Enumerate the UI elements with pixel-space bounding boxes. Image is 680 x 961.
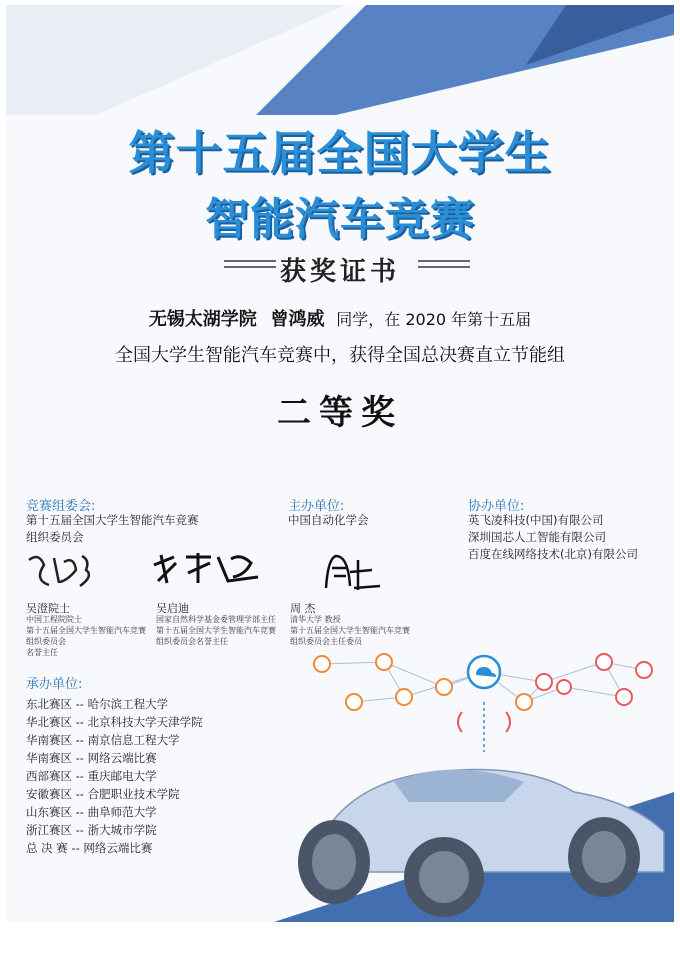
signer-1-name: 吴澄院士 xyxy=(26,602,70,615)
award-text-line1 xyxy=(6,305,674,331)
list-item: 山东赛区 -- 曲阜师范大学 xyxy=(26,805,157,819)
decor-double-line-right xyxy=(418,260,470,268)
organizers-heading: 承办单位: xyxy=(26,677,83,692)
list-item: 华南赛区 -- 南京信息工程大学 xyxy=(26,733,180,747)
signature-wu-cheng xyxy=(24,550,104,590)
list-item: 安徽赛区 -- 合肥职业技术学院 xyxy=(26,787,180,801)
signature-zhou-jie xyxy=(318,550,398,595)
award-text-part1: 同学，在 2020 年第十五届 xyxy=(336,310,532,329)
award-text-line2: 全国大学生智能汽车竞赛中，获得全国总决赛直立节能组 xyxy=(115,345,565,366)
top-decoration xyxy=(6,5,674,115)
list-item: 浙江赛区 -- 浙大城市学院 xyxy=(26,823,157,837)
competition-title-line1: 第十五届全国大学生 xyxy=(128,126,552,180)
signer-2-name: 吴启迪 xyxy=(156,602,189,615)
certificate-sheet xyxy=(6,5,674,922)
signer-2-title: 国家自然科学基金委管理学部主任 第十五届全国大学生智能汽车竞赛 组织委员会名誉主任 xyxy=(156,615,276,646)
host-heading: 主办单位: xyxy=(288,499,345,514)
signature-wu-qidi xyxy=(146,545,266,590)
list-item: 东北赛区 -- 哈尔滨工程大学 xyxy=(26,697,169,711)
student-name: 曾鸿威 xyxy=(270,309,325,330)
school-name: 无锡太湖学院 xyxy=(148,309,257,330)
signer-3-title: 清华大学 教授 第十五届全国大学生智能汽车竞赛 组织委员会主任委员 xyxy=(290,615,410,646)
committee-heading: 竞赛组委会: xyxy=(26,499,96,514)
smart-car-illustration xyxy=(274,642,674,922)
committee-name: 第十五届全国大学生智能汽车竞赛 组织委员会 xyxy=(26,513,199,544)
signer-1-title: 中国工程院院士 第十五届全国大学生智能汽车竞赛 组织委员会 名誉主任 xyxy=(26,615,146,657)
list-item: 华南赛区 -- 网络云端比赛 xyxy=(26,751,157,765)
list-item: 西部赛区 -- 重庆邮电大学 xyxy=(26,769,157,783)
award-level: 二等奖 xyxy=(277,393,403,433)
competition-title-line2: 智能汽车竞赛 xyxy=(205,194,475,245)
list-item: 华北赛区 -- 北京科技大学天津学院 xyxy=(26,715,203,729)
signer-3-name: 周 杰 xyxy=(290,602,316,615)
organizers-list xyxy=(26,695,203,857)
co-organizer-list: 英飞凌科技(中国)有限公司 深圳国芯人工智能有限公司 百度在线网络技术(北京)有限公司 xyxy=(468,513,638,561)
host-name: 中国自动化学会 xyxy=(288,513,369,527)
co-organizer-heading: 协办单位: xyxy=(468,499,525,514)
certificate-heading: 获奖证书 xyxy=(279,257,400,287)
list-item: 总 决 赛 -- 网络云端比赛 xyxy=(26,841,153,855)
network-node-icon xyxy=(314,656,330,672)
